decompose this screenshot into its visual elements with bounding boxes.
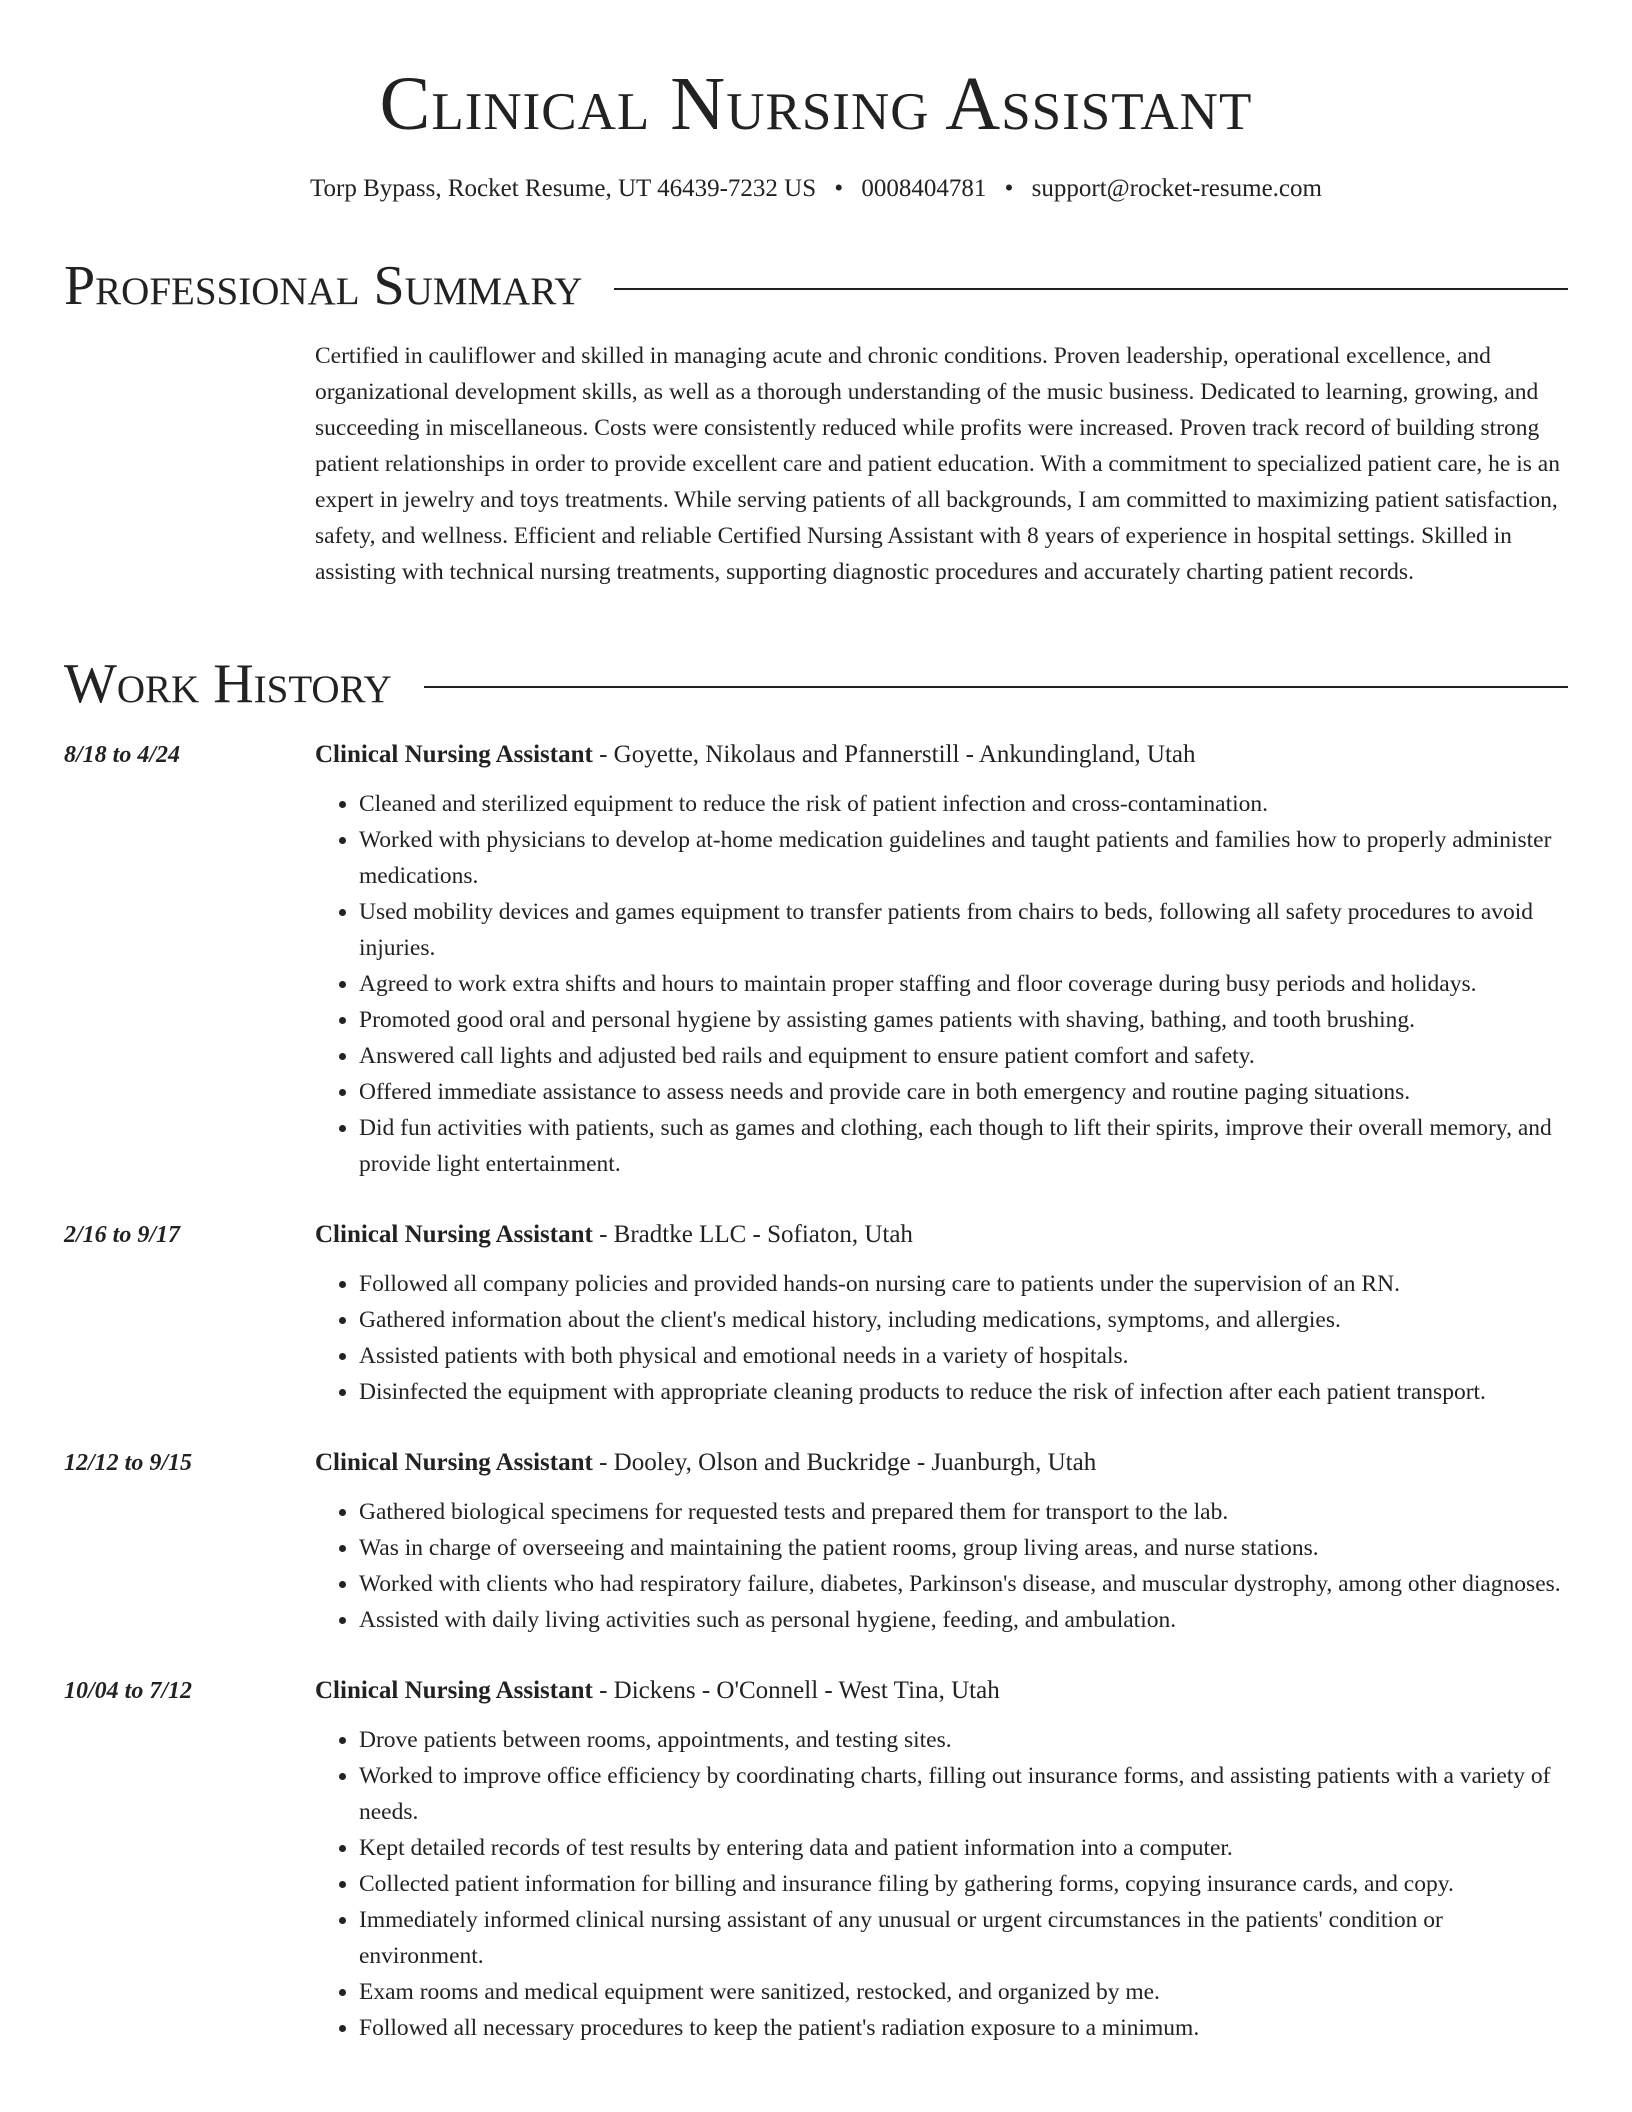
list-item: • Was in charge of overseeing and maintaining the patient rooms, group living areas, and nurse stations.	[359, 1530, 1568, 1566]
list-item: • Assisted patients with both physical and emotional needs in a variety of hospitals.	[359, 1338, 1568, 1374]
work-heading: Work History	[64, 653, 392, 715]
list-item: • Worked with clients who had respiratory failure, diabetes, Parkinson's disease, and muscular dystrophy, among other diagnoses.	[359, 1566, 1568, 1602]
job-dates: 12/12 to 9/15	[64, 1450, 193, 1476]
list-item: • Agreed to work extra shifts and hours to maintain proper staffing and floor coverage during busy periods and holidays.	[359, 966, 1568, 1002]
list-item: • Disinfected the equipment with appropriate cleaning products to reduce the risk of infection after each patient transport.	[359, 1374, 1568, 1410]
list-item: • Worked to improve office efficiency by coordinating charts, filling out insurance forms, and assisting patients with a variety of needs.	[359, 1758, 1568, 1830]
list-item: • Collected patient information for billing and insurance filing by gathering forms, copying insurance cards, and copy.	[359, 1866, 1568, 1902]
work-history-list	[64, 738, 1568, 2082]
list-item: • Gathered biological specimens for requested tests and prepared them for transport to the lab.	[359, 1494, 1568, 1530]
contact-line	[0, 172, 1632, 206]
job-duties-list	[315, 1722, 1568, 2046]
job-duties-list	[315, 786, 1568, 1182]
job-dates: 2/16 to 9/17	[64, 1222, 181, 1248]
job-duties-list	[315, 1494, 1568, 1638]
job-heading	[315, 1218, 1568, 1252]
list-item: • Promoted good oral and personal hygiene by assisting games patients with shaving, bathing, and tooth brushing.	[359, 1002, 1568, 1038]
list-item: • Immediately informed clinical nursing assistant of any unusual or urgent circumstances in the patients' condition or environment.	[359, 1902, 1568, 1974]
job-entry	[64, 1218, 1568, 1410]
summary-text: Certified in cauliflower and skilled in managing acute and chronic conditions. Proven leadership, operational excellence, and organizational development skills, as well as a thorough understanding of the music business. Dedicated to learning, growing, and succeeding in miscellaneous. Costs were consistently reduced while profits were increased. Proven track record of building strong patient relationships in order to provide excellent care and patient education. With a commitment to specialized patient care, he is an expert in jewelry and toys treatments. While serving patients of all backgrounds, I am committed to maximizing patient satisfaction, safety, and wellness. Efficient and reliable Certified Nursing Assistant with 8 years of experience in hospital settings. Skilled in assisting with technical nursing treatments, supporting diagnostic procedures and accurately charting patient records.	[315, 343, 1560, 585]
summary-section-header	[64, 254, 1568, 318]
candidate-name: Clinical Nursing Assistant	[379, 62, 1253, 146]
job-body	[315, 1674, 1568, 2046]
job-duties-list	[315, 1266, 1568, 1410]
job-employer-location: - Dooley, Olson and Buckridge - Juanburgh, Utah	[592, 1449, 1097, 1476]
job-entry	[64, 1674, 1568, 2046]
job-employer-location: - Goyette, Nikolaus and Pfannerstill - Ankundingland, Utah	[592, 741, 1196, 768]
job-heading	[315, 1446, 1568, 1480]
job-title: Clinical Nursing Assistant	[315, 1221, 593, 1248]
job-employer-location: - Dickens - O'Connell - West Tina, Utah	[592, 1677, 1000, 1704]
list-item: • Offered immediate assistance to assess needs and provide care in both emergency and routine paging situations.	[359, 1074, 1568, 1110]
list-item: • Drove patients between rooms, appointments, and testing sites.	[359, 1722, 1568, 1758]
contact-email: support@rocket-resume.com	[1031, 175, 1322, 202]
contact-phone: 0008404781	[861, 175, 987, 202]
job-body	[315, 738, 1568, 1182]
list-item: • Did fun activities with patients, such as games and clothing, each though to lift their spirits, improve their overall memory, and provide light entertainment.	[359, 1110, 1568, 1182]
job-entry	[64, 1446, 1568, 1638]
list-item: • Followed all necessary procedures to keep the patient's radiation exposure to a minimum.	[359, 2010, 1568, 2046]
job-dates: 10/04 to 7/12	[64, 1678, 193, 1704]
list-item: • Assisted with daily living activities such as personal hygiene, feeding, and ambulation.	[359, 1602, 1568, 1638]
job-title: Clinical Nursing Assistant	[315, 741, 593, 768]
list-item: • Gathered information about the client's medical history, including medications, symptoms, and allergies.	[359, 1302, 1568, 1338]
list-item: • Followed all company policies and provided hands-on nursing care to patients under the supervision of an RN.	[359, 1266, 1568, 1302]
contact-separator: •	[1004, 175, 1014, 202]
list-item: • Cleaned and sterilized equipment to reduce the risk of patient infection and cross-contamination.	[359, 786, 1568, 822]
contact-separator: •	[834, 175, 844, 202]
job-body	[315, 1446, 1568, 1638]
work-section-header	[64, 652, 1568, 716]
job-heading	[315, 738, 1568, 772]
work-divider	[424, 686, 1568, 688]
contact-address: Torp Bypass, Rocket Resume, UT 46439-7232 US	[310, 175, 817, 202]
list-item: • Exam rooms and medical equipment were sanitized, restocked, and organized by me.	[359, 1974, 1568, 2010]
summary-heading: Professional Summary	[64, 255, 583, 317]
job-body	[315, 1218, 1568, 1410]
summary-divider	[614, 288, 1568, 290]
job-dates: 8/18 to 4/24	[64, 742, 181, 768]
job-heading	[315, 1674, 1568, 1708]
list-item: • Kept detailed records of test results by entering data and patient information into a computer.	[359, 1830, 1568, 1866]
job-title: Clinical Nursing Assistant	[315, 1677, 593, 1704]
list-item: • Answered call lights and adjusted bed rails and equipment to ensure patient comfort and safety.	[359, 1038, 1568, 1074]
job-employer-location: - Bradtke LLC - Sofiaton, Utah	[592, 1221, 913, 1248]
job-title: Clinical Nursing Assistant	[315, 1449, 593, 1476]
list-item: • Used mobility devices and games equipment to transfer patients from chairs to beds, following all safety procedures to avoid injuries.	[359, 894, 1568, 966]
list-item: • Worked with physicians to develop at-home medication guidelines and taught patients and families how to properly administer medications.	[359, 822, 1568, 894]
job-entry	[64, 738, 1568, 1182]
